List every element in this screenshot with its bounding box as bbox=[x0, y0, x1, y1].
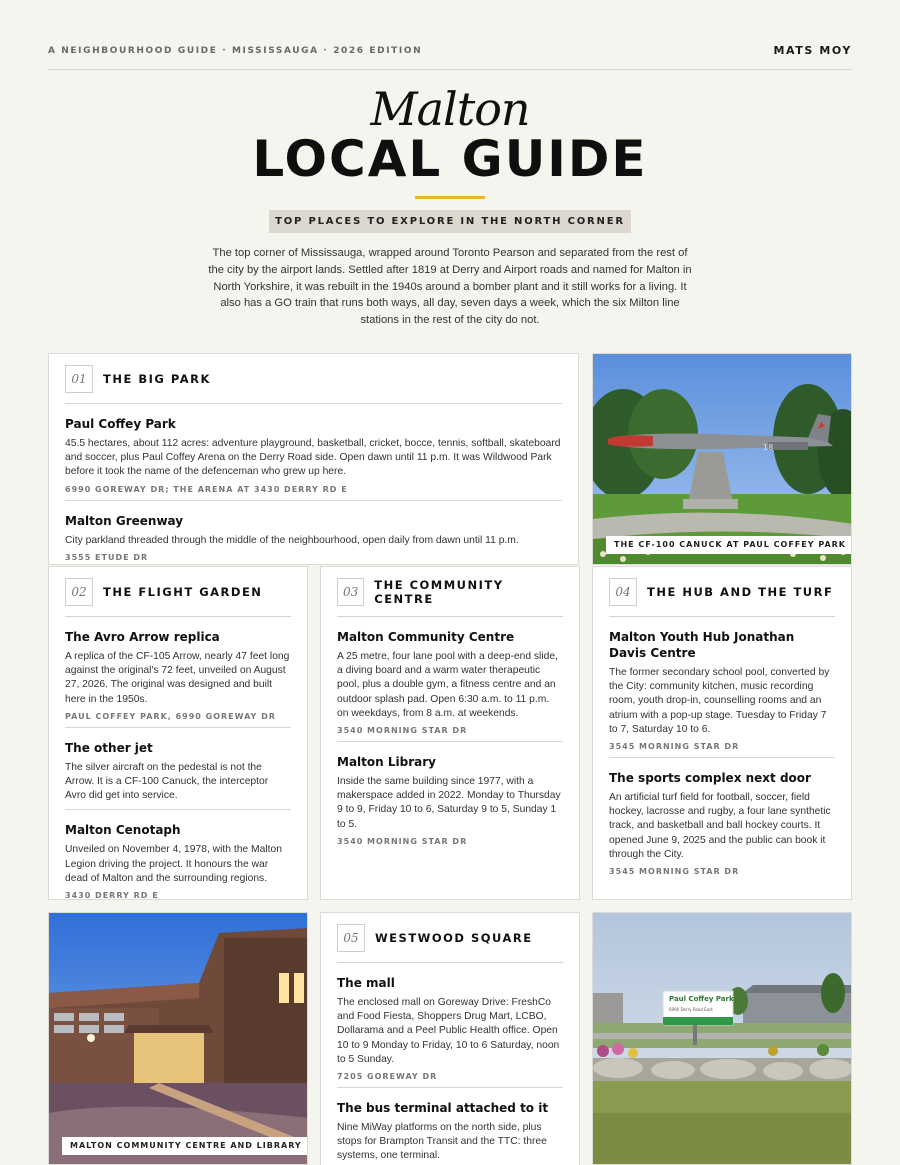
item-desc: Inside the same building since 1977, with a makerspace added in 2022. Monday to Thursday 9 to 9, Friday 10 to 6, Saturday 9 to 5, Sunday 1 to 5. bbox=[337, 776, 561, 830]
section-card-community-centre bbox=[320, 566, 580, 900]
section-header bbox=[65, 567, 291, 617]
item-desc: City parkland threaded through the middle of the neighbourhood, open daily from dawn until 11 p.m. bbox=[65, 534, 519, 546]
jet-tail-number: 18 bbox=[763, 443, 774, 452]
section-card-big-park bbox=[48, 353, 579, 565]
section-number: 04 bbox=[609, 578, 637, 606]
item-name: The other jet bbox=[65, 740, 153, 755]
item-desc: A replica of the CF-105 Arrow, nearly 47 feet long against the original's 72 feet, unveiled on August 27, 2026. The original was designed and built here in the 1950s. bbox=[65, 651, 290, 705]
section-title: THE HUB AND THE TURF bbox=[647, 584, 834, 599]
item-desc: Unveiled on November 4, 1978, with the Malton Legion driving the project. It honours the war dead of Malton and the surrounding regions. bbox=[65, 844, 282, 884]
item-name: The mall bbox=[337, 976, 395, 990]
item-name: Malton Cenotaph bbox=[65, 823, 181, 838]
title-script: Malton bbox=[370, 82, 530, 136]
top-bar bbox=[48, 40, 852, 70]
list-item bbox=[609, 625, 835, 758]
list-item bbox=[609, 766, 835, 882]
list-item bbox=[65, 412, 562, 501]
section-header bbox=[65, 354, 562, 404]
author-name: MATS MOY bbox=[773, 44, 852, 57]
photo-community-centre bbox=[48, 912, 308, 1165]
item-name: The bus terminal attached to it bbox=[337, 1101, 549, 1116]
section-header bbox=[337, 567, 563, 617]
list-item bbox=[65, 736, 291, 811]
section-number: 05 bbox=[337, 924, 365, 952]
item-address: 6990 GOREWAY DR; THE ARENA AT 3430 DERRY RD E bbox=[65, 484, 348, 494]
item-name: Malton Greenway bbox=[65, 513, 184, 528]
item-address: PAUL COFFEY PARK, 6990 GOREWAY DR bbox=[65, 711, 276, 721]
sign-title: Paul Coffey Park bbox=[669, 995, 734, 1003]
item-name: Malton Youth Hub Jonathan Davis Centre bbox=[609, 630, 795, 660]
accent-rule bbox=[415, 196, 485, 199]
list-item bbox=[65, 509, 562, 568]
item-address: 7205 GOREWAY DR bbox=[337, 1072, 438, 1082]
photo-caption: THE CF-100 CANUCK AT PAUL COFFEY PARK bbox=[606, 536, 852, 554]
item-name: Malton Library bbox=[337, 755, 436, 770]
list-item bbox=[337, 750, 563, 852]
item-desc: An artificial turf field for football, soccer, field hockey, lacrosse and rugby, a four lane synthetic track, and basketball and ball hockey courts. It opened June 9, 2025 and the public can book it through the City. bbox=[609, 792, 831, 860]
section-header bbox=[337, 913, 563, 963]
list-item bbox=[337, 625, 563, 742]
photo-park-sign bbox=[592, 912, 852, 1165]
section-card-flight-garden bbox=[48, 566, 308, 900]
section-title: THE COMMUNITY CENTRE bbox=[374, 577, 504, 606]
list-item bbox=[337, 971, 563, 1088]
item-name: The Avro Arrow replica bbox=[65, 630, 220, 644]
item-address: 3545 MORNING STAR DR bbox=[609, 742, 740, 752]
section-title: THE FLIGHT GARDEN bbox=[103, 584, 263, 599]
item-desc: A 25 metre, four lane pool with a deep-end slide, a diving board and a warm water therapeutic pool, plus a double gym, a fitness centre and an outdoor splash pad. Open 6:30 a.m. to 11 p.m. on weekdays, from 8 a.m. at weekends. bbox=[337, 651, 558, 719]
section-title: WESTWOOD SQUARE bbox=[375, 930, 533, 945]
photo-cf100-jet bbox=[592, 353, 852, 565]
section-header bbox=[609, 567, 835, 617]
tagline-badge: TOP PLACES TO EXPLORE IN THE NORTH CORNER bbox=[269, 210, 631, 233]
section-number: 01 bbox=[65, 365, 93, 393]
item-name: Malton Community Centre bbox=[337, 630, 515, 644]
item-desc: The silver aircraft on the pedestal is not the Arrow. It is a CF-100 Canuck, the interceptor Avro did get into service. bbox=[65, 761, 269, 802]
item-address: 3540 MORNING STAR DR bbox=[337, 836, 468, 846]
item-address: 3540 MORNING STAR DR bbox=[337, 726, 468, 736]
item-address: 3555 ETUDE DR bbox=[65, 552, 149, 562]
item-name: The sports complex next door bbox=[609, 771, 811, 786]
guide-kicker: A NEIGHBOURHOOD GUIDE · MISSISSAUGA · 2026 EDITION bbox=[48, 46, 423, 56]
list-item bbox=[337, 1096, 563, 1165]
sign-subtitle: 6990 Derry Road East bbox=[669, 1007, 713, 1012]
photo-caption: MALTON COMMUNITY CENTRE AND LIBRARY bbox=[62, 1137, 308, 1155]
item-address: 3430 DERRY RD E bbox=[65, 891, 159, 901]
item-desc: Nine MiWay platforms on the north side, plus stops for Brampton Transit and the TTC: three systems, one terminal. bbox=[337, 1122, 547, 1162]
item-desc: The enclosed mall on Goreway Drive: FreshCo and Food Fiesta, Shoppers Drug Mart, LCBO, Dollarama and a Peel Public Health office. Open 10 to 9 Monday to Friday, 10 to 6 Saturday, noon to 5 Sunday. bbox=[337, 997, 560, 1065]
section-number: 02 bbox=[65, 578, 93, 606]
section-title: THE BIG PARK bbox=[103, 371, 211, 386]
section-card-hub-turf bbox=[592, 566, 852, 900]
page-title: LOCAL GUIDE bbox=[252, 130, 648, 188]
item-desc: 45.5 hectares, about 112 acres: adventure playground, basketball, cricket, bocce, tennis, softball, skateboard and soccer, plus Paul Coffey Arena on the Derry Road side. Open dawn until 11 p.m. It was Wildwood Park before it took the name of the defenceman who grew up here. bbox=[65, 438, 561, 478]
section-number: 03 bbox=[337, 578, 364, 606]
item-desc: The former secondary school pool, converted by the City: community kitchen, music recording room, youth drop-in, counselling rooms and an atrium with a pop-up stage. Tuesday to Friday 7 to 7, Saturday 10 to 6. bbox=[609, 667, 830, 735]
intro-paragraph: The top corner of Mississauga, wrapped around Toronto Pearson and separated from the rest of the city by the airport lands. Settled after 1819 at Derry and Airport roads and named for Malton in North Yorkshire, it was rebuilt in the 1940s around a bomber plant and it still works for a living. It also has a GO train that runs both ways, all day, seven days a week, which the six Milton line stations in the rest of the city do not. bbox=[208, 247, 692, 327]
list-item bbox=[65, 625, 291, 728]
section-card-westwood-square bbox=[320, 912, 580, 1165]
item-name: Paul Coffey Park bbox=[65, 417, 176, 431]
item-address: 3545 MORNING STAR DR bbox=[609, 867, 740, 877]
list-item bbox=[65, 818, 291, 906]
